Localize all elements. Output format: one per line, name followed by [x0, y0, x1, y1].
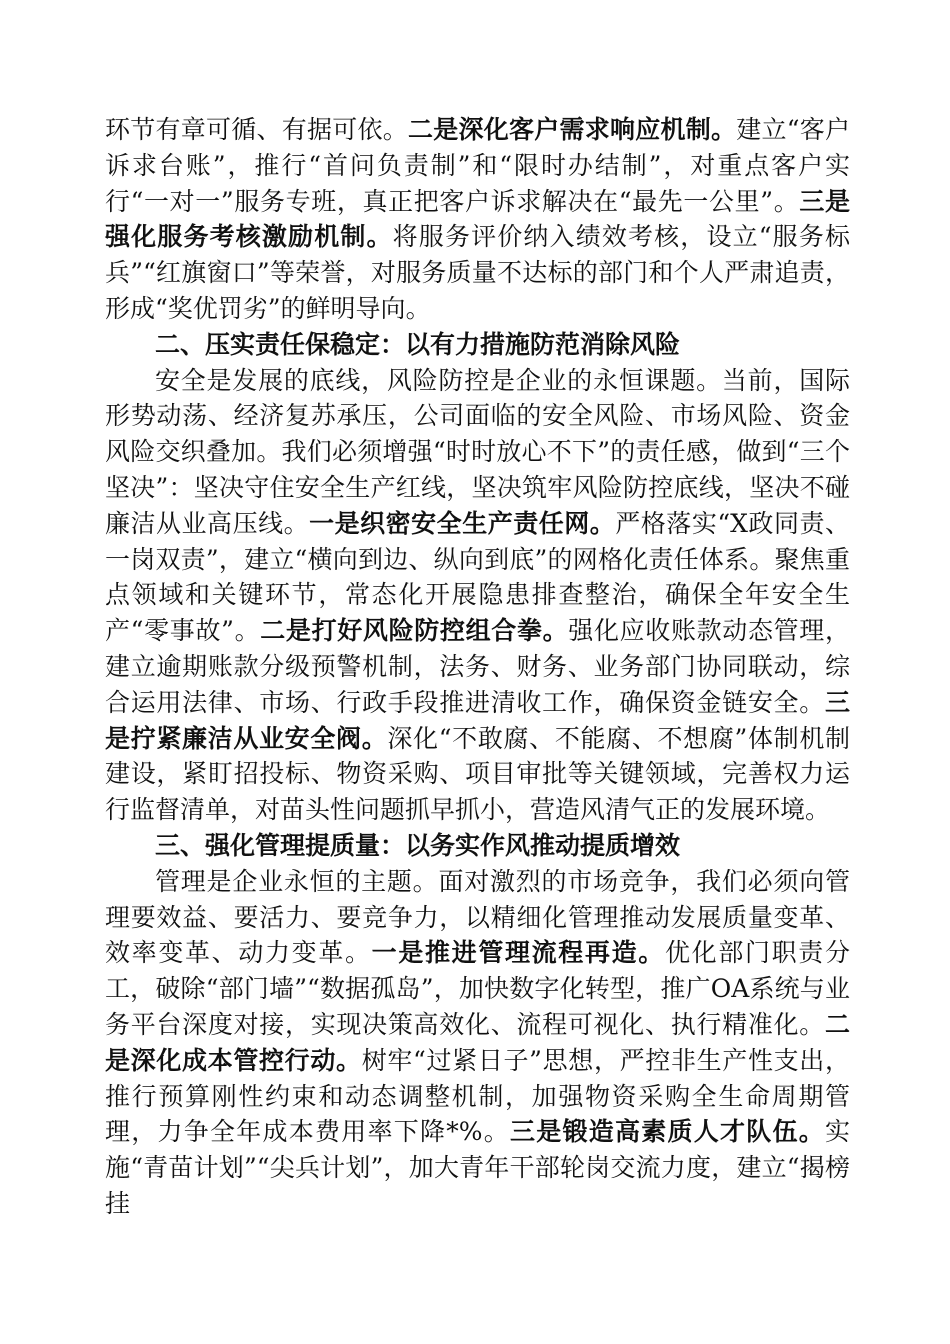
- heading-text: 二、压实责任保稳定：以有力措施防范消除风险: [155, 329, 681, 359]
- body-text: 强化应收账款动态管理，建立逾期账款分级预警机制，法务、财务、业务部门协同联动，综合运用法律、市场、行政手段推进清收工作，确保资金链安全。: [105, 616, 850, 717]
- bold-lead-text: 三是锻造高素质人才队伍。: [509, 1117, 825, 1147]
- body-text: 安全是发展的底线，风险防控是企业的永恒课题。当前，国际形势动荡、经济复苏承压，公司面临的安全风险、市场风险、资金风险交织叠加。我们必须增强“时时放心不下”的责任感，做到“三个坚决”：坚决守住安全生产红线，坚决筑牢风险防控底线，坚决不碰廉洁从业高压线。: [105, 365, 850, 538]
- paragraph-management: [105, 864, 850, 1222]
- bold-lead-text: 三是拧紧廉洁从业安全阀。: [105, 687, 850, 753]
- body-text: 优化部门职责分工，破除“部门墙”“数据孤岛”，加快数字化转型，推广OA系统与业务平台深度对接，实现决策高效化、流程可视化、执行精准化。: [105, 938, 850, 1039]
- bold-lead-text: 一是织密安全生产责任网。: [309, 508, 616, 538]
- bold-lead-text: 二是深化客户需求响应机制。: [407, 115, 737, 144]
- bold-lead-text: 二是深化成本管控行动。: [105, 1009, 850, 1075]
- bold-lead-text: 三是强化服务考核激励机制。: [105, 186, 850, 252]
- body-text: 建立“客户诉求台账”，推行“首问负责制”和“限时办结制”，对重点客户实行“一对一”服务专班，真正把客户诉求解决在“最先一公里”。: [105, 115, 850, 216]
- body-text: 将服务评价纳入绩效考核，设立“服务标兵”“红旗窗口”等荣誉，对服务质量不达标的部门和个人严肃追责，形成“奖优罚劣”的鲜明导向。: [105, 222, 850, 323]
- paragraph-risk-control: [105, 363, 850, 828]
- document-page: [105, 112, 850, 1222]
- section-heading-3: [105, 828, 850, 864]
- bold-lead-text: 二是打好风险防控组合拳。: [260, 616, 569, 646]
- body-text: 管理是企业永恒的主题。面对激烈的市场竞争，我们必须向管理要效益、要活力、要竞争力，以精细化管理推动发展质量变革、效率变革、动力变革。: [105, 866, 850, 968]
- heading-text: 三、强化管理提质量：以务实作风推动提质增效: [155, 830, 681, 860]
- body-text: 深化“不敢腐、不能腐、不想腐”体制机制建设，紧盯招投标、物资采购、项目审批等关键领域，完善权力运行监督清单，对苗头性问题抓早抓小，营造风清气正的发展环境。: [105, 723, 850, 825]
- body-text: 实施“青苗计划”“尖兵计划”，加大青年干部轮岗交流力度，建立“揭榜挂: [105, 1117, 850, 1218]
- paragraph-customer-service: [105, 112, 850, 327]
- body-text: 严格落实“X政同责、一岗双责”，建立“横向到边、纵向到底”的网格化责任体系。聚焦重点领域和关键环节，常态化开展隐患排查整治，确保全年安全生产“零事故”。: [105, 508, 850, 646]
- body-text: 环节有章可循、有据可依。: [105, 115, 408, 144]
- body-text: 树牢“过紧日子”思想，严控非生产性支出，推行预算刚性约束和动态调整机制，加强物资采购全生命周期管理，力争全年成本费用率下降*%。: [105, 1045, 850, 1147]
- section-heading-2: [105, 327, 850, 363]
- bold-lead-text: 一是推进管理流程再造。: [371, 938, 665, 968]
